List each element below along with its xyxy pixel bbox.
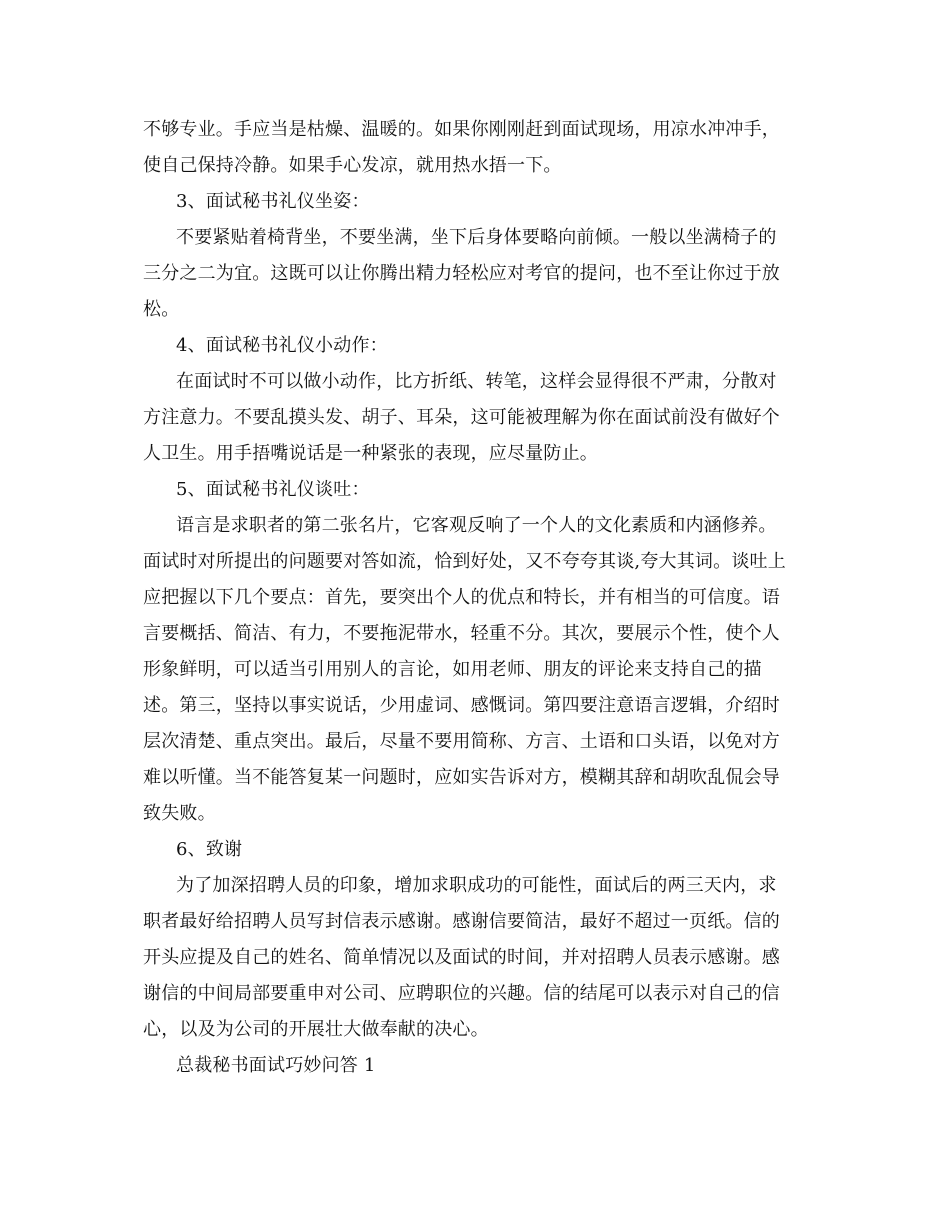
text-line: 松。 <box>143 299 180 320</box>
text-line: 不够专业。手应当是枯燥、温暖的。如果你刚刚赶到面试现场，用凉水冲冲手， <box>143 119 780 140</box>
text-line: 应把握以下几个要点：首先，要突出个人的优点和特长，并有相当的可信度。语 <box>143 587 780 608</box>
heading-small-gestures <box>143 328 807 364</box>
text-line: 开头应提及自己的姓名、简单情况以及面试的时间，并对招聘人员表示感谢。感 <box>143 947 780 968</box>
section-heading: 6、致谢 <box>176 839 243 860</box>
text-line: 致失败。 <box>143 803 216 824</box>
heading-speech <box>143 472 807 508</box>
text-line: 职者最好给招聘人员写封信表示感谢。感谢信要简洁，最好不超过一页纸。信的 <box>143 911 780 932</box>
paragraph-hand-temperature <box>143 112 807 184</box>
text-line: 述。第三，坚持以事实说话，少用虚词、感慨词。第四要注意语言逻辑，介绍时 <box>143 695 780 716</box>
heading-sitting-posture <box>143 184 807 220</box>
text-line: 难以听懂。当不能答复某一问题时，应如实告诉对方，模糊其辞和胡吹乱侃会导 <box>143 767 780 788</box>
text-line: 不要紧贴着椅背坐，不要坐满，坐下后身体要略向前倾。一般以坐满椅子的 <box>176 227 777 248</box>
text-line: 语言是求职者的第二张名片，它客观反响了一个人的文化素质和内涵修养。 <box>176 515 777 536</box>
section-heading: 4、面试秘书礼仪小动作： <box>176 335 388 356</box>
text-line: 在面试时不可以做小动作，比方折纸、转笔，这样会显得很不严肃，分散对 <box>176 371 777 392</box>
document-body <box>143 112 807 1084</box>
text-line: 言要概括、简洁、有力，不要拖泥带水，轻重不分。其次，要展示个性，使个人 <box>143 623 780 644</box>
heading-qa <box>143 1048 807 1084</box>
paragraph-small-gestures <box>143 364 807 472</box>
text-line: 层次清楚、重点突出。最后，尽量不要用简称、方言、土语和口头语，以免对方 <box>143 731 780 752</box>
paragraph-thanks <box>143 868 807 1048</box>
text-line: 为了加深招聘人员的印象，增加求职成功的可能性，面试后的两三天内，求 <box>176 875 777 896</box>
heading-thanks <box>143 832 807 868</box>
paragraph-speech <box>143 508 807 832</box>
text-line: 谢信的中间局部要重申对公司、应聘职位的兴趣。信的结尾可以表示对自己的信 <box>143 983 780 1004</box>
text-line: 形象鲜明，可以适当引用别人的言论，如用老师、朋友的评论来支持自己的描 <box>143 659 762 680</box>
text-line: 人卫生。用手捂嘴说话是一种紧张的表现，应尽量防止。 <box>143 443 598 464</box>
text-line: 三分之二为宜。这既可以让你腾出精力轻松应对考官的提问，也不至让你过于放 <box>143 263 780 284</box>
section-heading: 5、面试秘书礼仪谈吐： <box>176 479 370 500</box>
text-line: 使自己保持冷静。如果手心发凉，就用热水捂一下。 <box>143 155 562 176</box>
text-line: 面试时对所提出的问题要对答如流，恰到好处，又不夸夸其谈,夸大其词。谈吐上 <box>143 551 786 572</box>
section-heading: 总裁秘书面试巧妙问答 1 <box>176 1055 376 1076</box>
paragraph-sitting-posture <box>143 220 807 328</box>
section-heading: 3、面试秘书礼仪坐姿： <box>176 191 370 212</box>
text-line: 方注意力。不要乱摸头发、胡子、耳朵，这可能被理解为你在面试前没有做好个 <box>143 407 780 428</box>
text-line: 心，以及为公司的开展壮大做奉献的决心。 <box>143 1019 489 1040</box>
